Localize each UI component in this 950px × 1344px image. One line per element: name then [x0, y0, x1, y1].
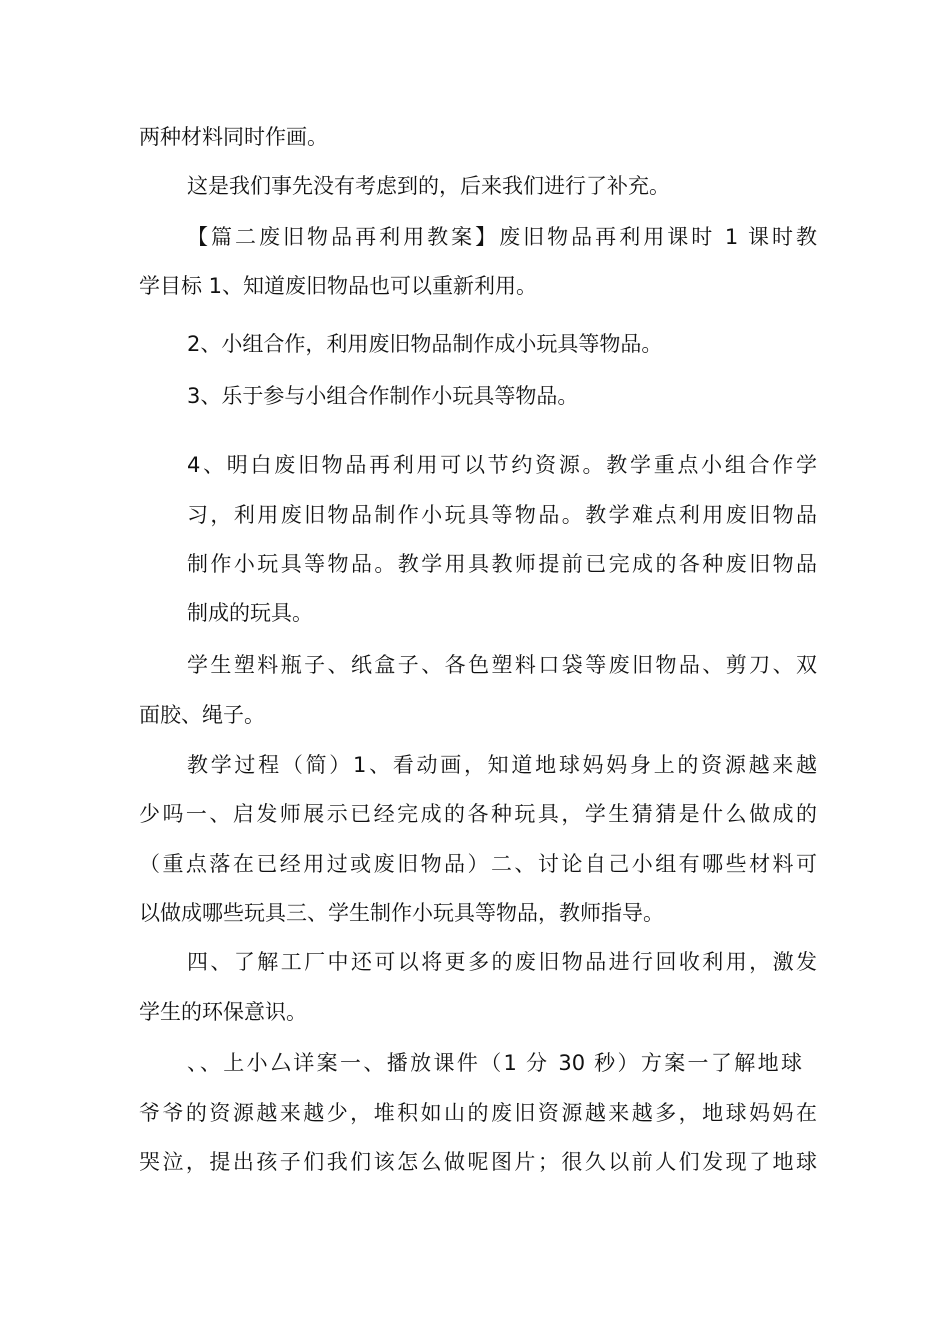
- text-line: 制成的玩具。: [187, 601, 313, 625]
- text-line: 学目标 1、知道废旧物品也可以重新利用。: [139, 274, 538, 298]
- text-line: （重点落在已经用过或废旧物品）二、讨论自己小组有哪些材料可: [139, 852, 817, 876]
- text-line: 【篇二废旧物品再利用教案】废旧物品再利用课时 1 课时教: [187, 225, 817, 249]
- text-line: 以做成哪些玩具三、学生制作小玩具等物品，教师指导。: [139, 901, 664, 925]
- text-line: 爷爷的资源越来越少，堆积如山的废旧资源越来越多，地球妈妈在: [139, 1101, 817, 1125]
- text-line: 4、明白废旧物品再利用可以节约资源。教学重点小组合作学: [187, 453, 817, 477]
- text-line: 教学过程（简）1、看动画，知道地球妈妈身上的资源越来越: [187, 753, 817, 777]
- text-line: 3、乐于参与小组合作制作小玩具等物品。: [187, 384, 579, 408]
- text-line: 这是我们事先没有考虑到的，后来我们进行了补充。: [187, 174, 670, 198]
- text-line: 两种材料同时作画。: [139, 125, 328, 149]
- text-line: 习，利用废旧物品制作小玩具等物品。教学难点利用废旧物品: [187, 503, 817, 527]
- text-line: 制作小玩具等物品。教学用具教师提前已完成的各种废旧物品: [187, 552, 817, 576]
- text-line: 2、小组合作，利用废旧物品制作成小玩具等物品。: [187, 332, 663, 356]
- text-line: 学生的环保意识。: [139, 1000, 307, 1024]
- text-line: 面胶、绳子。: [139, 703, 265, 727]
- text-line: 哭泣，提出孩子们我们该怎么做呢图片；很久以前人们发现了地球: [139, 1150, 817, 1174]
- text-line: 、、上小厶详案一、播放课件（1 分 30 秒）方案一了解地球: [187, 1051, 802, 1075]
- text-line: 学生塑料瓶子、纸盒子、各色塑料口袋等废旧物品、剪刀、双: [187, 653, 817, 677]
- text-line: 少吗一、启发师展示已经完成的各种玩具，学生猜猜是什么做成的: [139, 802, 817, 826]
- text-line: 四、了解工厂中还可以将更多的废旧物品进行回收利用，激发: [187, 950, 817, 974]
